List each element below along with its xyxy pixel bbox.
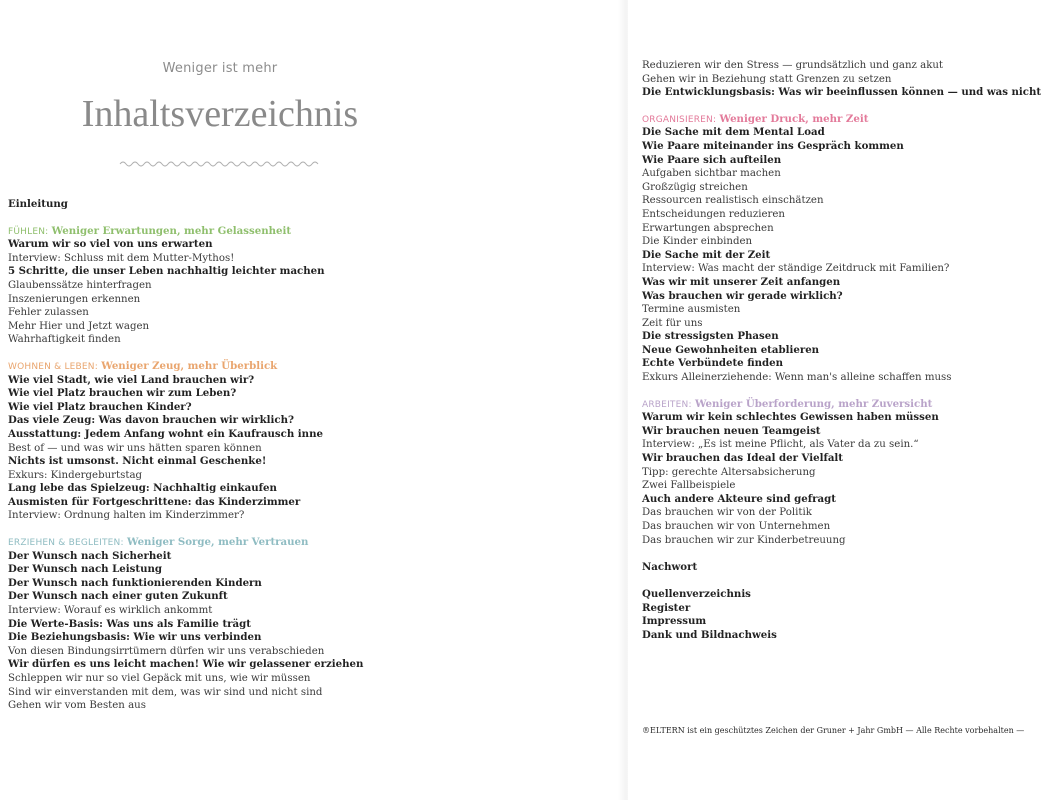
section-subtitle: Weniger Erwartungen, mehr Gelassenheit bbox=[51, 224, 292, 237]
toc-entry[interactable]: Von diesen Bindungsirrtümern dürfen wir uns verabschieden bbox=[8, 645, 325, 657]
toc-entry[interactable]: Sind wir einverstanden mit dem, was wir sind und nicht sind bbox=[8, 686, 323, 698]
toc-entry[interactable]: Die Sache mit dem Mental Load bbox=[642, 126, 825, 139]
toc-entry[interactable]: Wir brauchen neuen Teamgeist bbox=[642, 424, 821, 437]
toc-entry[interactable]: Aufgaben sichtbar machen bbox=[642, 168, 781, 180]
toc-entry[interactable]: Dank und Bildnachweis bbox=[642, 628, 777, 641]
toc-entry[interactable]: Der Wunsch nach funktionierenden Kindern bbox=[8, 576, 262, 589]
toc-entry-einleitung[interactable]: Einleitung bbox=[8, 198, 68, 210]
toc-entry[interactable]: Gehen wir in Beziehung statt Grenzen zu setzen bbox=[642, 73, 892, 85]
toc-entry[interactable]: Interview: Ordnung halten im Kinderzimmer? bbox=[8, 510, 245, 522]
page-title: Inhaltsverzeichnis bbox=[81, 93, 359, 135]
toc-entry[interactable]: Lang lebe das Spielzeug: Nachhaltig einkaufen bbox=[8, 482, 277, 495]
spacer bbox=[642, 574, 1000, 588]
toc-entry[interactable]: Fehler zulassen bbox=[8, 307, 89, 319]
section-list-arbeiten bbox=[642, 411, 1000, 547]
toc-entry[interactable]: Best of — und was wir uns hätten sparen können bbox=[8, 442, 262, 454]
section-list-fuehlen bbox=[8, 238, 608, 347]
toc-entry[interactable]: Wahrhaftigkeit finden bbox=[8, 334, 121, 346]
toc-entry[interactable]: Ressourcen realistisch einschätzen bbox=[642, 195, 824, 207]
toc-entry[interactable]: Exkurs Alleinerziehende: Wenn man's alleine schaffen muss bbox=[642, 372, 952, 384]
toc-entry[interactable]: Neue Gewohnheiten etablieren bbox=[642, 343, 820, 356]
toc-entry[interactable]: Quellenverzeichnis bbox=[642, 587, 751, 600]
toc-entry[interactable]: Interview: Schluss mit dem Mutter-Mythos! bbox=[8, 252, 235, 264]
copyright-footer: ®ELTERN ist ein geschütztes Zeichen der Gruner + Jahr GmbH — Alle Rechte vorbehalten — bbox=[642, 726, 1025, 735]
section-heading-organisieren bbox=[642, 113, 1000, 127]
toc-entry[interactable]: Gehen wir vom Besten aus bbox=[8, 700, 146, 712]
toc-entry[interactable]: Zwei Fallbeispiele bbox=[642, 480, 736, 492]
toc-entry[interactable]: Wir dürfen es uns leicht machen! Wie wir gelassener erziehen bbox=[8, 658, 364, 671]
toc-entry[interactable]: Das viele Zeug: Was davon brauchen wir wirklich? bbox=[8, 414, 294, 427]
toc-entry[interactable]: Erwartungen absprechen bbox=[642, 222, 774, 234]
toc-entry[interactable]: Was brauchen wir gerade wirklich? bbox=[642, 289, 843, 302]
section-list-continued bbox=[642, 59, 1041, 100]
toc-entry[interactable]: Wie Paare miteinander ins Gespräch kommen bbox=[642, 139, 904, 152]
toc-right-column bbox=[642, 59, 1041, 642]
section-heading-erziehen bbox=[8, 536, 608, 550]
toc-entry[interactable]: Entscheidungen reduzieren bbox=[642, 208, 785, 220]
section-heading-arbeiten bbox=[642, 398, 1000, 412]
spacer bbox=[642, 547, 1000, 561]
toc-entry[interactable]: Das brauchen wir von der Politik bbox=[642, 507, 812, 519]
section-category: ARBEITEN: bbox=[642, 399, 692, 410]
section-list-wohnen bbox=[8, 374, 608, 524]
section-category: FÜHLEN: bbox=[8, 226, 49, 237]
toc-entry[interactable]: Interview: Was macht der ständige Zeitdruck mit Familien? bbox=[642, 263, 950, 275]
toc-entry[interactable]: Echte Verbündete finden bbox=[642, 357, 784, 370]
toc-entry[interactable]: Register bbox=[642, 601, 691, 614]
toc-entry[interactable]: Mehr Hier und Jetzt wagen bbox=[8, 320, 150, 332]
toc-entry[interactable]: Die Kinder einbinden bbox=[642, 236, 753, 248]
toc-entry[interactable]: Wie viel Platz brauchen wir zum Leben? bbox=[8, 387, 237, 400]
toc-entry[interactable]: 5 Schritte, die unser Leben nachhaltig leichter machen bbox=[8, 265, 325, 278]
toc-left-column bbox=[8, 198, 608, 713]
toc-entry[interactable]: Die Entwicklungsbasis: Was wir beeinflussen können — und was nicht bbox=[642, 86, 1041, 99]
toc-entry[interactable]: Auch andere Akteure sind gefragt bbox=[642, 492, 836, 505]
toc-entry[interactable]: Der Wunsch nach Leistung bbox=[8, 563, 163, 576]
section-list-appendix bbox=[642, 588, 1000, 642]
toc-entry[interactable]: Zeit für uns bbox=[642, 317, 703, 329]
toc-entry[interactable]: Termine ausmisten bbox=[642, 304, 741, 316]
section-subtitle: Weniger Sorge, mehr Vertrauen bbox=[126, 536, 309, 549]
toc-entry[interactable]: Schleppen wir nur so viel Gepäck mit uns, wie wir müssen bbox=[8, 673, 311, 684]
toc-entry[interactable]: Warum wir kein schlechtes Gewissen haben müssen bbox=[642, 411, 939, 424]
toc-entry[interactable]: Exkurs: Kindergeburtstag bbox=[8, 469, 143, 481]
section-subtitle: Weniger Überforderung, mehr Zuversicht bbox=[694, 397, 933, 410]
toc-entry[interactable]: Großzügig streichen bbox=[642, 181, 748, 193]
toc-entry[interactable]: Reduzieren wir den Stress — grundsätzlich und ganz akut bbox=[642, 60, 944, 71]
toc-entry[interactable]: Der Wunsch nach Sicherheit bbox=[8, 549, 172, 562]
toc-entry-nachwort[interactable]: Nachwort bbox=[642, 560, 698, 573]
toc-entry[interactable]: Der Wunsch nach einer guten Zukunft bbox=[8, 590, 228, 603]
toc-entry[interactable]: Wie viel Platz brauchen Kinder? bbox=[8, 400, 192, 413]
toc-entry[interactable]: Die Werte-Basis: Was uns als Familie trägt bbox=[8, 617, 251, 630]
toc-entry[interactable]: Interview: Worauf es wirklich ankommt bbox=[8, 605, 213, 617]
section-category: ERZIEHEN & BEGLEITEN: bbox=[8, 538, 124, 549]
section-list-organisieren bbox=[642, 126, 1000, 384]
section-category: WOHNEN & LEBEN: bbox=[8, 361, 98, 372]
toc-entry[interactable]: Inszenierungen erkennen bbox=[8, 293, 141, 305]
toc-entry[interactable]: Die Beziehungsbasis: Wie wir uns verbinden bbox=[8, 631, 262, 644]
toc-entry[interactable]: Das brauchen wir von Unternehmen bbox=[642, 521, 831, 532]
section-subtitle: Weniger Druck, mehr Zeit bbox=[719, 112, 869, 125]
section-subtitle: Weniger Zeug, mehr Überblick bbox=[101, 359, 278, 372]
toc-entry[interactable]: Die stressigsten Phasen bbox=[642, 330, 779, 343]
toc-entry[interactable]: Was wir mit unserer Zeit anfangen bbox=[642, 275, 841, 288]
section-list-erziehen bbox=[8, 550, 608, 713]
toc-entry[interactable]: Wie Paare sich aufteilen bbox=[642, 153, 782, 166]
section-heading-fuehlen bbox=[8, 225, 608, 239]
toc-entry[interactable]: Wir brauchen das Ideal der Vielfalt bbox=[642, 452, 844, 465]
toc-entry[interactable]: Tipp: gerechte Altersabsicherung bbox=[642, 466, 816, 478]
toc-entry[interactable]: Warum wir so viel von uns erwarten bbox=[8, 238, 213, 251]
toc-entry[interactable]: Ausmisten für Fortgeschrittene: das Kinderzimmer bbox=[8, 495, 301, 508]
toc-entry[interactable]: Impressum bbox=[642, 615, 707, 628]
toc-entry[interactable]: Die Sache mit der Zeit bbox=[642, 248, 771, 261]
toc-entry[interactable]: Glaubenssätze hinterfragen bbox=[8, 279, 152, 291]
toc-entry[interactable]: Wie viel Stadt, wie viel Land brauchen wir? bbox=[8, 373, 255, 386]
toc-entry[interactable]: Interview: „Es ist meine Pflicht, als Vater da zu sein.“ bbox=[642, 439, 919, 451]
book-kicker: Weniger ist mehr bbox=[162, 61, 278, 76]
toc-entry[interactable]: Das brauchen wir zur Kinderbetreuung bbox=[642, 534, 846, 546]
wavy-divider bbox=[120, 158, 320, 170]
toc-entry[interactable]: Nichts ist umsonst. Nicht einmal Geschenke! bbox=[8, 455, 267, 468]
section-heading-wohnen bbox=[8, 360, 608, 374]
section-category: ORGANISIEREN: bbox=[642, 114, 717, 125]
toc-entry[interactable]: Ausstattung: Jedem Anfang wohnt ein Kaufrausch inne bbox=[8, 427, 323, 440]
